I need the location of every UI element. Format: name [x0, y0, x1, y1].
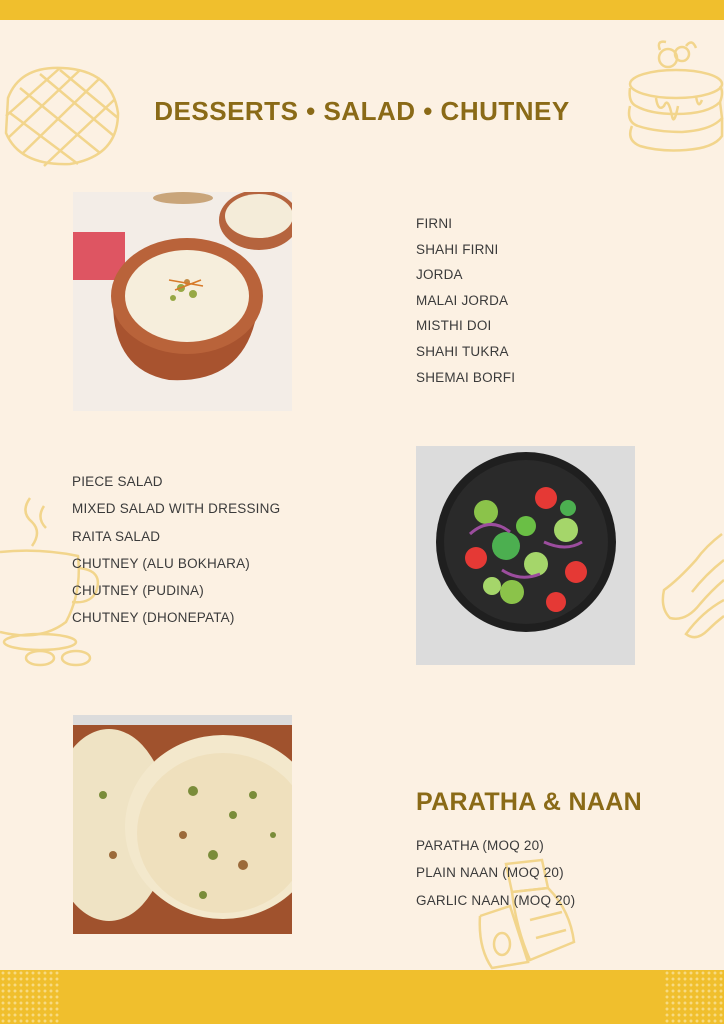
list-item: SHEMAI BORFI — [416, 369, 516, 385]
list-item: SHAHI TUKRA — [416, 343, 509, 359]
bottom-accent-band — [0, 970, 724, 1024]
list-item: CHUTNEY (ALU BOKHARA) — [72, 555, 250, 571]
list-item: CHUTNEY (DHONEPATA) — [72, 610, 235, 626]
list-item: MISTHI DOI — [416, 318, 492, 334]
halftone-dots — [0, 970, 60, 1024]
naan-photo — [73, 715, 292, 934]
list-item: JORDA — [416, 267, 463, 283]
list-item: MALAI JORDA — [416, 292, 509, 308]
dessert-list — [416, 215, 515, 394]
salad-chutney-list — [72, 473, 280, 637]
list-item: CHUTNEY (PUDINA) — [72, 583, 204, 599]
page-title: DESSERTS • SALAD • CHUTNEY — [154, 96, 570, 126]
list-item: FIRNI — [416, 216, 453, 231]
paratha-naan-heading: PARATHA & NAAN — [416, 788, 642, 816]
list-item: PARATHA (MOQ 20) — [416, 838, 544, 853]
list-item: GARLIC NAAN (MOQ 20) — [416, 892, 576, 908]
top-accent-band — [0, 0, 724, 20]
list-item: MIXED SALAD WITH DRESSING — [72, 501, 281, 517]
list-item: RAITA SALAD — [72, 528, 161, 544]
bacon-doodle-icon — [656, 530, 724, 645]
halftone-dots — [664, 970, 724, 1024]
bread-list — [416, 837, 575, 919]
list-item: SHAHI FIRNI — [416, 241, 499, 257]
firni-photo — [73, 192, 292, 411]
salad-photo — [416, 446, 635, 665]
list-item: PIECE SALAD — [72, 474, 163, 489]
list-item: PLAIN NAAN (MOQ 20) — [416, 865, 564, 881]
